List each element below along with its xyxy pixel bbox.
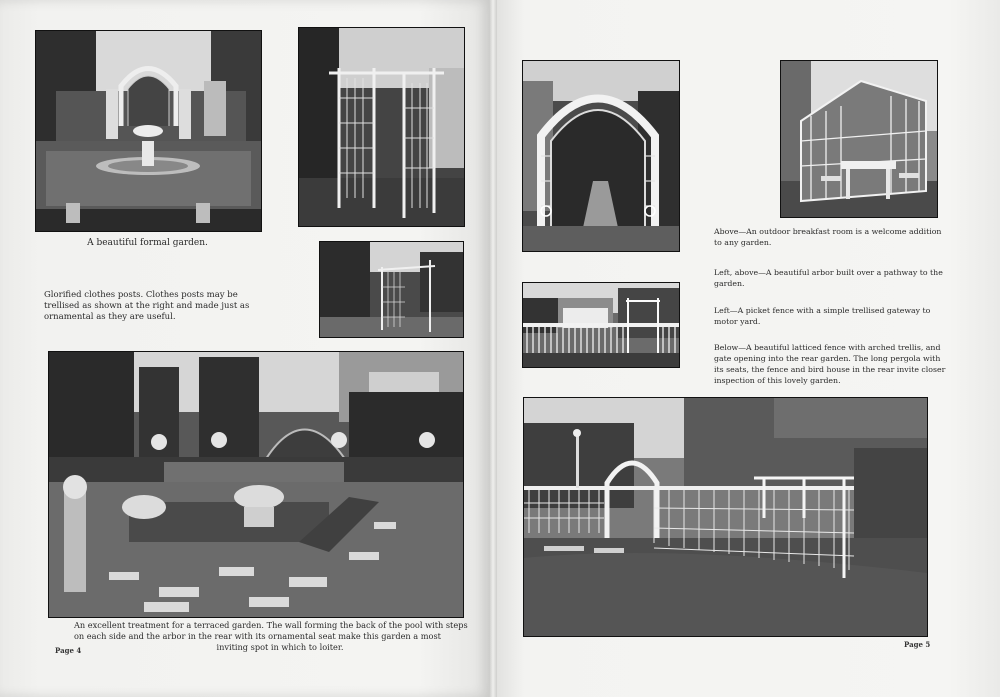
caption-terraced-line3: inviting spot in which to loiter. [216,642,344,652]
caption-clothes-posts-line3: ornamental as they are useful. [44,312,176,322]
caption-breakfast-line2: to any garden. [714,238,772,247]
caption-terraced-line2: on each side and the arbor in the rear with its ornamental seat make this garden a most [74,631,441,641]
caption-arbor-line1: Left, above—A beautiful arbor built over a pathway to the [714,268,943,277]
caption-terraced-line1: An excellent treatment for a terraced garden. The wall forming the back of the pool with steps [74,620,468,630]
trellised-clothes-post-photo [298,27,465,227]
page-number-right: Page 5 [904,640,931,649]
caption-breakfast-line1: Above—An outdoor breakfast room is a welcome addition [714,227,942,236]
caption-clothes-posts-line1: Glorified clothes posts. Clothes posts may be [44,290,238,300]
outdoor-breakfast-room-photo [780,60,938,218]
caption-below-line1: Below—A beautiful latticed fence with arched trellis, and [714,343,941,352]
caption-arbor-line2: garden. [714,279,745,288]
caption-picket-line2: motor yard. [714,317,761,326]
page-number-left: Page 4 [55,646,82,655]
caption-picket-line1: Left—A picket fence with a simple trellised gateway to [714,306,931,315]
clothes-post-trellis-photo [319,241,464,338]
caption-formal-garden: A beautiful formal garden. [87,238,208,248]
picket-fence-gateway-photo [522,282,680,368]
caption-below-line2: gate opening into the rear garden. The long pergola with [714,354,941,363]
terraced-garden-photo [48,351,464,618]
book-spine [489,0,497,697]
caption-below-line4: inspection of this lovely garden. [714,376,841,385]
caption-clothes-posts-line2: trellised as shown at the right and made just as [44,301,250,311]
caption-below-line3: its seats, the fence and bird house in the rear invite closer [714,365,946,374]
arbor-pathway-photo [522,60,680,252]
latticed-fence-photo [523,397,928,637]
formal-garden-photo [35,30,262,232]
